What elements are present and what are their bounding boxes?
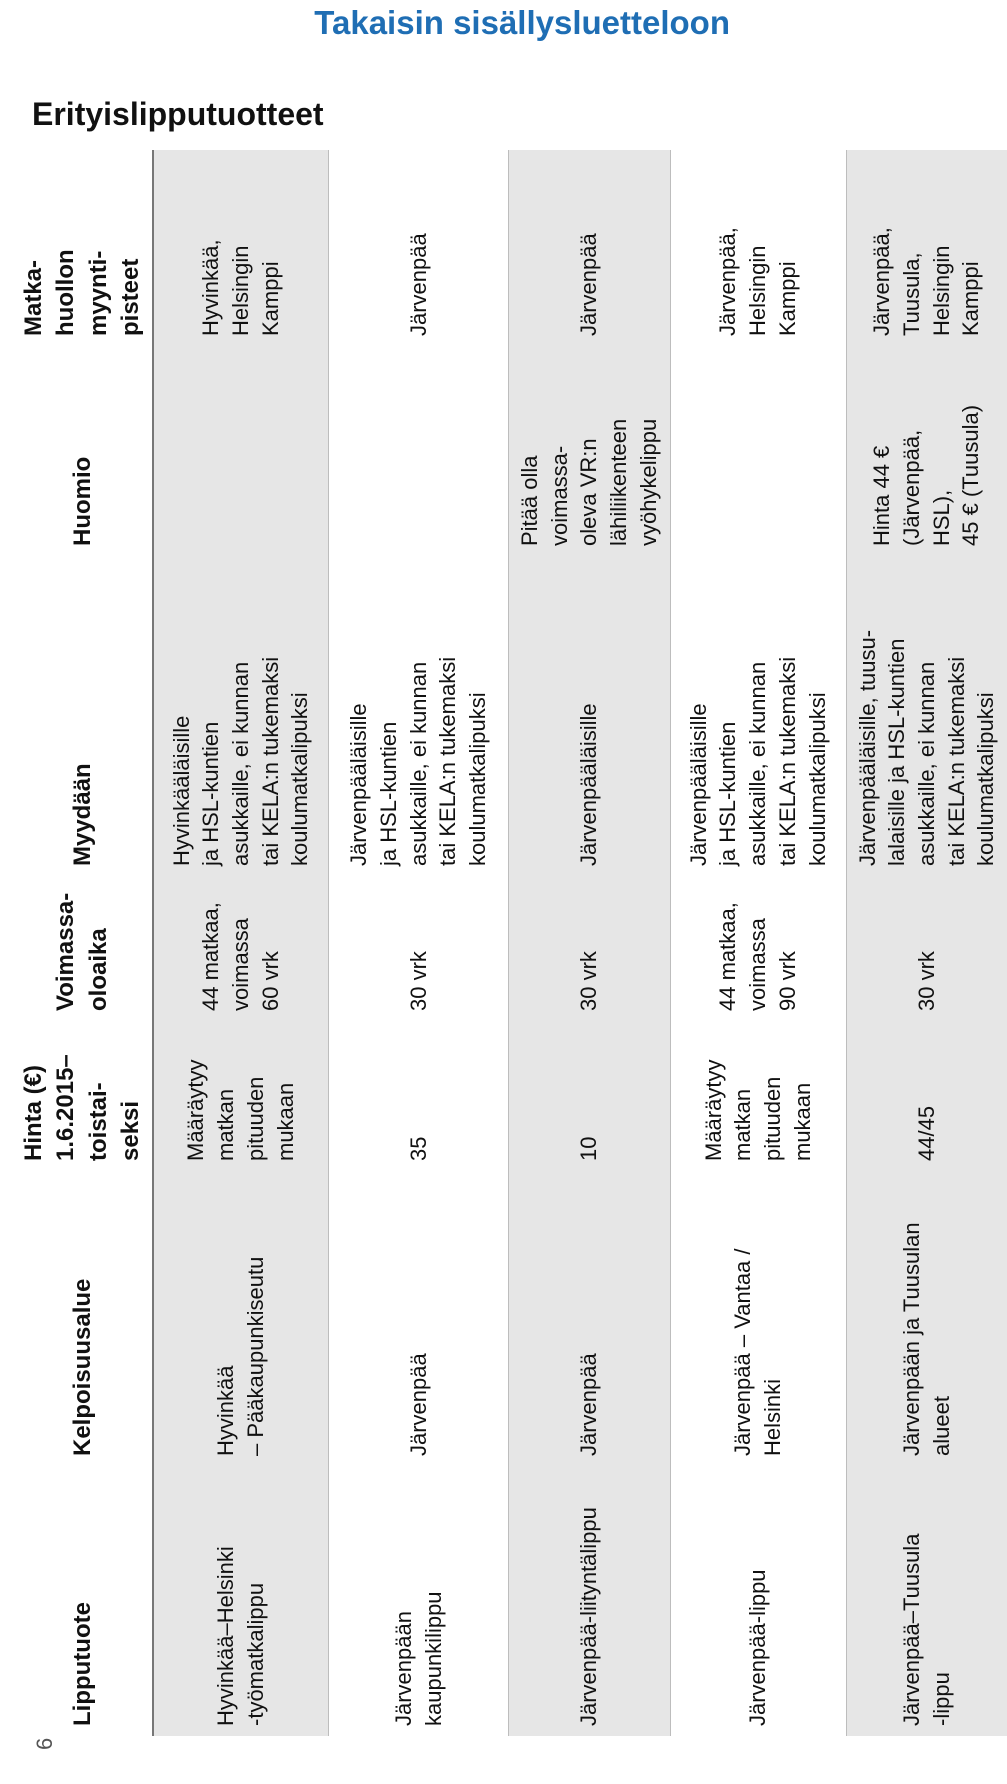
back-to-toc-link[interactable]: Takaisin sisällysluetteloon	[314, 4, 730, 41]
cell-sold-to: Järvenpääläisille ja HSL-kuntien asukkaille, ei kunnan tai KELA:n tukemaksi koulumatkalipuksi	[670, 556, 846, 876]
page-number: 6	[32, 1737, 57, 1750]
cell-validity-period: 44 matkaa, voimassa 60 vrk	[153, 876, 329, 1021]
cell-validity-zone: Järvenpään ja Tuusulan alueet	[846, 1171, 1007, 1466]
cell-validity-period: 30 vrk	[509, 876, 670, 1021]
cell-validity-period: 30 vrk	[329, 876, 509, 1021]
cell-sold-to: Hyvinkääläisille ja HSL-kuntien asukkaille, ei kunnan tai KELA:n tukemaksi koulumatkalipuksi	[153, 556, 329, 876]
cell-price: 35	[329, 1021, 509, 1171]
cell-note	[329, 346, 509, 556]
cell-validity-zone: Järvenpää – Vantaa / Helsinki	[670, 1171, 846, 1466]
cell-note	[670, 346, 846, 556]
cell-price: Määräytyy matkan pituuden mukaan	[670, 1021, 846, 1171]
cell-note: Pitää olla voimassa- oleva VR:n lähiliikenteen vyöhykelippu	[509, 346, 670, 556]
cell-note	[153, 346, 329, 556]
table-row	[153, 150, 329, 1736]
table-row	[509, 150, 670, 1736]
table-header-row	[14, 150, 153, 1736]
cell-validity-zone: Järvenpää	[329, 1171, 509, 1466]
cell-sales-points: Järvenpää, Tuusula, Helsingin Kamppi	[846, 150, 1007, 346]
header-validity-period: Voimassa- oloaika	[14, 876, 153, 1021]
cell-validity-period: 30 vrk	[846, 876, 1007, 1021]
cell-ticket-product: Hyvinkää–Helsinki -työmatkalippu	[153, 1466, 329, 1736]
cell-sales-points: Hyvinkää, Helsingin Kamppi	[153, 150, 329, 346]
ticket-table-container	[14, 150, 999, 1736]
cell-validity-zone: Järvenpää	[509, 1171, 670, 1466]
cell-price: 10	[509, 1021, 670, 1171]
cell-ticket-product: Järvenpää–Tuusula -lippu	[846, 1466, 1007, 1736]
header-ticket-product: Lipputuote	[14, 1466, 153, 1736]
cell-price: 44/45	[846, 1021, 1007, 1171]
cell-validity-period: 44 matkaa, voimassa 90 vrk	[670, 876, 846, 1021]
cell-price: Määräytyy matkan pituuden mukaan	[153, 1021, 329, 1171]
table-row	[846, 150, 1007, 1736]
cell-ticket-product: Järvenpään kaupunkilippu	[329, 1466, 509, 1736]
cell-sold-to: Järvenpääläisille ja HSL-kuntien asukkaille, ei kunnan tai KELA:n tukemaksi koulumatkalipuksi	[329, 556, 509, 876]
cell-sales-points: Järvenpää, Helsingin Kamppi	[670, 150, 846, 346]
cell-sold-to: Järvenpääläisille	[509, 556, 670, 876]
header-note: Huomio	[14, 346, 153, 556]
cell-ticket-product: Järvenpää-liityntälippu	[509, 1466, 670, 1736]
header-sold-to: Myydään	[14, 556, 153, 876]
cell-sales-points: Järvenpää	[329, 150, 509, 346]
header-validity-zone: Kelpoisuusalue	[14, 1171, 153, 1466]
cell-sales-points: Järvenpää	[509, 150, 670, 346]
cell-ticket-product: Järvenpää-lippu	[670, 1466, 846, 1736]
header-sales-points: Matka- huollon myynti- pisteet	[14, 150, 153, 346]
header-price: Hinta (€) 1.6.2015– toistai- seksi	[14, 1021, 153, 1171]
cell-note: Hinta 44 € (Järvenpää, HSL), 45 € (Tuusula)	[846, 346, 1007, 556]
cell-validity-zone: Hyvinkää – Pääkaupunkiseutu	[153, 1171, 329, 1466]
special-tickets-table	[14, 150, 1007, 1736]
table-row	[670, 150, 846, 1736]
table-row	[329, 150, 509, 1736]
cell-sold-to: Järvenpääläisille, tuusu- lalaisille ja HSL-kuntien asukkaille, ei kunnan tai KELA:n tukemaksi koulumatkalipuksi	[846, 556, 1007, 876]
section-title: Erityislipputuotteet	[32, 96, 324, 132]
